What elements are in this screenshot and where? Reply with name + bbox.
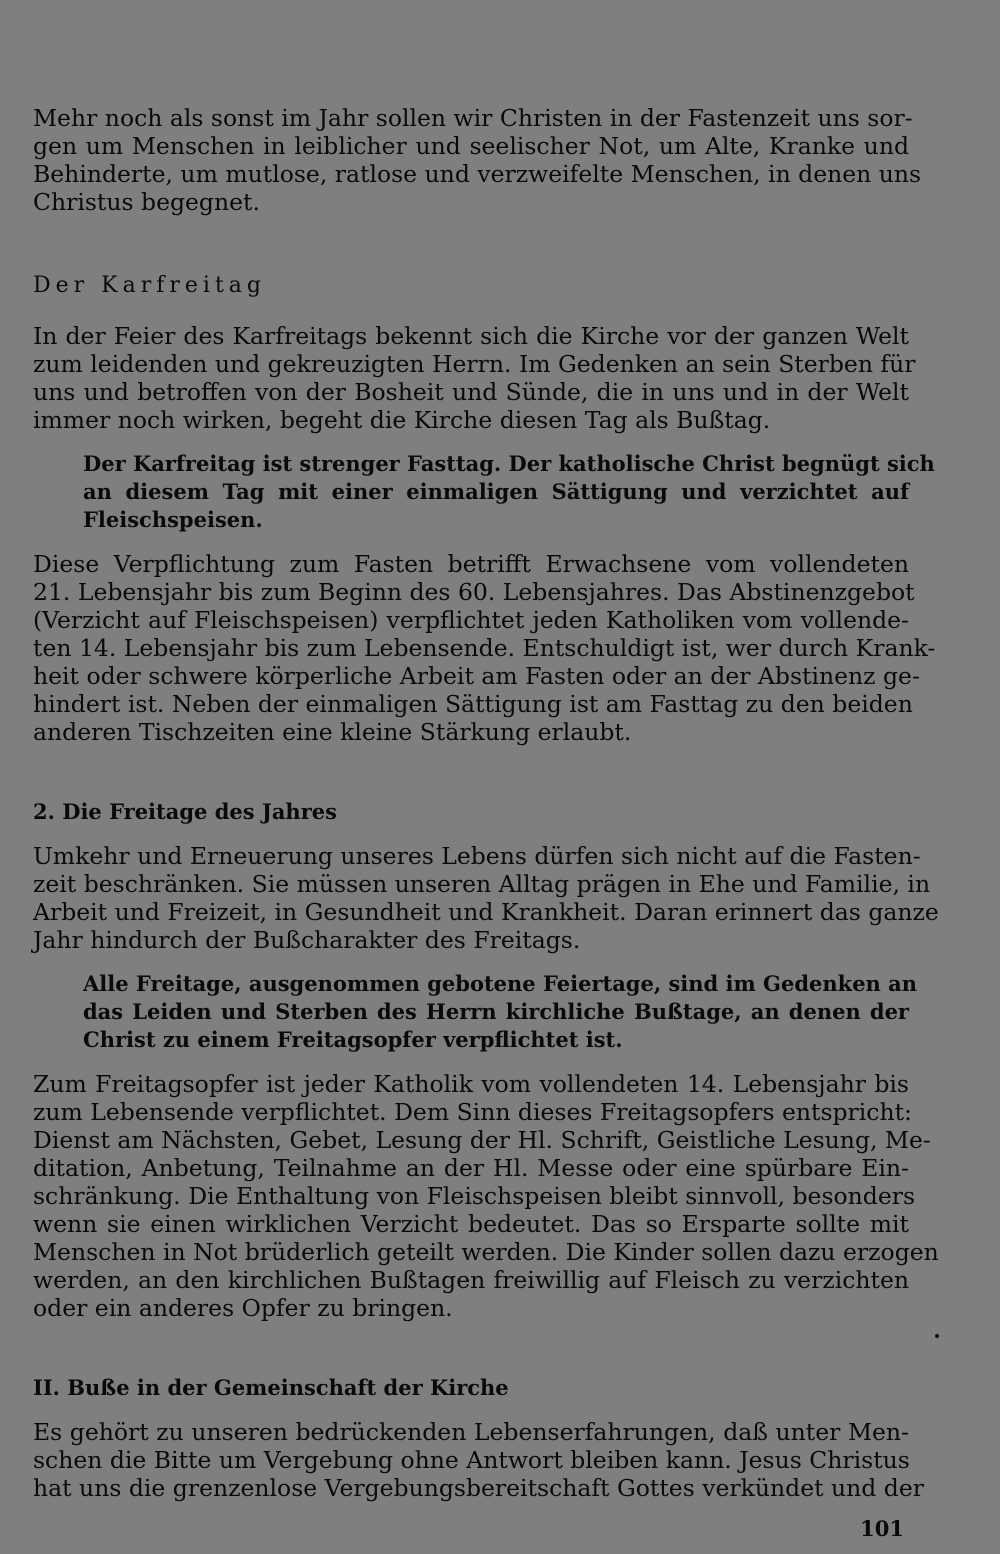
text-line: Diese Verpflichtung zum Fasten betrifft Erwachsene vom vollendeten bbox=[33, 550, 909, 578]
page-number: 101 bbox=[860, 1516, 904, 1541]
text-line: an diesem Tag mit einer einmaligen Sättigung und verzichtet auf bbox=[83, 479, 909, 504]
text-line: zum Lebensende verpflichtet. Dem Sinn dieses Freitagsopfers entspricht: bbox=[33, 1098, 912, 1126]
text-line: Christus begegnet. bbox=[33, 188, 260, 216]
section-heading-karfreitag: Der Karfreitag bbox=[33, 273, 266, 298]
text-line: das Leiden und Sterben des Herrn kirchliche Bußtage, an denen der bbox=[83, 999, 909, 1024]
text-line: Menschen in Not brüderlich geteilt werden. Die Kinder sollen dazu erzogen bbox=[33, 1238, 939, 1266]
text-line: 21. Lebensjahr bis zum Beginn des 60. Lebensjahres. Das Abstinenzgebot bbox=[33, 578, 915, 606]
text-line: Der Karfreitag ist strenger Fasttag. Der katholische Christ begnügt sich bbox=[83, 451, 935, 476]
text-line: Dienst am Nächsten, Gebet, Lesung der Hl. Schrift, Geistliche Lesung, Me- bbox=[33, 1126, 931, 1154]
text-line: Christ zu einem Freitagsopfer verpflichtet ist. bbox=[83, 1027, 623, 1052]
text-line: Zum Freitagsopfer ist jeder Katholik vom vollendeten 14. Lebensjahr bis bbox=[33, 1070, 909, 1098]
paragraph-vergebung bbox=[33, 1418, 924, 1502]
text-line: schen die Bitte um Vergebung ohne Antwort bleiben kann. Jesus Christus bbox=[33, 1446, 910, 1474]
text-line: heit oder schwere körperliche Arbeit am Fasten oder an der Abstinenz ge- bbox=[33, 662, 920, 690]
text-line: ten 14. Lebensjahr bis zum Lebensende. Entschuldigt ist, wer durch Krank- bbox=[33, 634, 936, 662]
text-line: Mehr noch als sonst im Jahr sollen wir Christen in der Fastenzeit uns sor- bbox=[33, 104, 913, 132]
bold-rule-karfreitag bbox=[33, 450, 935, 534]
text-line: gen um Menschen in leiblicher und seelischer Not, um Alte, Kranke und bbox=[33, 132, 909, 160]
text-line: zeit beschränken. Sie müssen unseren Alltag prägen in Ehe und Familie, in bbox=[33, 870, 931, 898]
paragraph-fastenzeit bbox=[33, 104, 922, 216]
text-line: uns und betroffen von der Bosheit und Sünde, die in uns und in der Welt bbox=[33, 378, 909, 406]
text-line: werden, an den kirchlichen Bußtagen freiwillig auf Fleisch zu verzichten bbox=[33, 1266, 909, 1294]
text-line: Alle Freitage, ausgenommen gebotene Feiertage, sind im Gedenken an bbox=[83, 971, 918, 996]
text-line: anderen Tischzeiten eine kleine Stärkung erlaubt. bbox=[33, 718, 632, 746]
text-line: (Verzicht auf Fleischspeisen) verpflichtet jeden Katholiken vom vollende- bbox=[33, 606, 909, 634]
paragraph-umkehr bbox=[33, 842, 939, 954]
text-line: hindert ist. Neben der einmaligen Sättigung ist am Fasttag zu den beiden bbox=[33, 690, 913, 718]
text-line: Es gehört zu unseren bedrückenden Lebenserfahrungen, daß unter Men- bbox=[33, 1418, 909, 1446]
margin-dot bbox=[935, 1334, 939, 1338]
text-line: Behinderte, um mutlose, ratlose und verzweifelte Menschen, in denen uns bbox=[33, 160, 922, 188]
text-line: hat uns die grenzenlose Vergebungsbereitschaft Gottes verkündet und der bbox=[33, 1474, 924, 1502]
paragraph-freitagsopfer bbox=[33, 1070, 939, 1322]
section-heading-freitage: 2. Die Freitage des Jahres bbox=[33, 799, 337, 824]
paragraph-karfreitag bbox=[33, 322, 916, 434]
text-line: Jahr hindurch der Bußcharakter des Freitags. bbox=[33, 926, 581, 954]
text-line: wenn sie einen wirklichen Verzicht bedeutet. Das so Ersparte sollte mit bbox=[33, 1210, 909, 1238]
page-body bbox=[33, 104, 939, 1502]
text-line: schränkung. Die Enthaltung von Fleischspeisen bleibt sinnvoll, besonders bbox=[33, 1182, 916, 1210]
section-heading-busse: II. Buße in der Gemeinschaft der Kirche bbox=[33, 1375, 509, 1400]
text-line: Arbeit und Freizeit, in Gesundheit und Krankheit. Daran erinnert das ganze bbox=[33, 898, 939, 926]
text-line: In der Feier des Karfreitags bekennt sich die Kirche vor der ganzen Welt bbox=[33, 322, 909, 350]
text-line: Umkehr und Erneuerung unseres Lebens dürfen sich nicht auf die Fasten- bbox=[33, 842, 921, 870]
text-line: ditation, Anbetung, Teilnahme an der Hl. Messe oder eine spürbare Ein- bbox=[33, 1154, 909, 1182]
paragraph-verpflichtung bbox=[33, 550, 936, 746]
bold-rule-freitage bbox=[33, 970, 918, 1054]
text-line: oder ein anderes Opfer zu bringen. bbox=[33, 1294, 453, 1322]
text-line: Fleischspeisen. bbox=[83, 507, 263, 532]
text-line: immer noch wirken, begeht die Kirche diesen Tag als Bußtag. bbox=[33, 406, 771, 434]
text-line: zum leidenden und gekreuzigten Herrn. Im Gedenken an sein Sterben für bbox=[33, 350, 916, 378]
